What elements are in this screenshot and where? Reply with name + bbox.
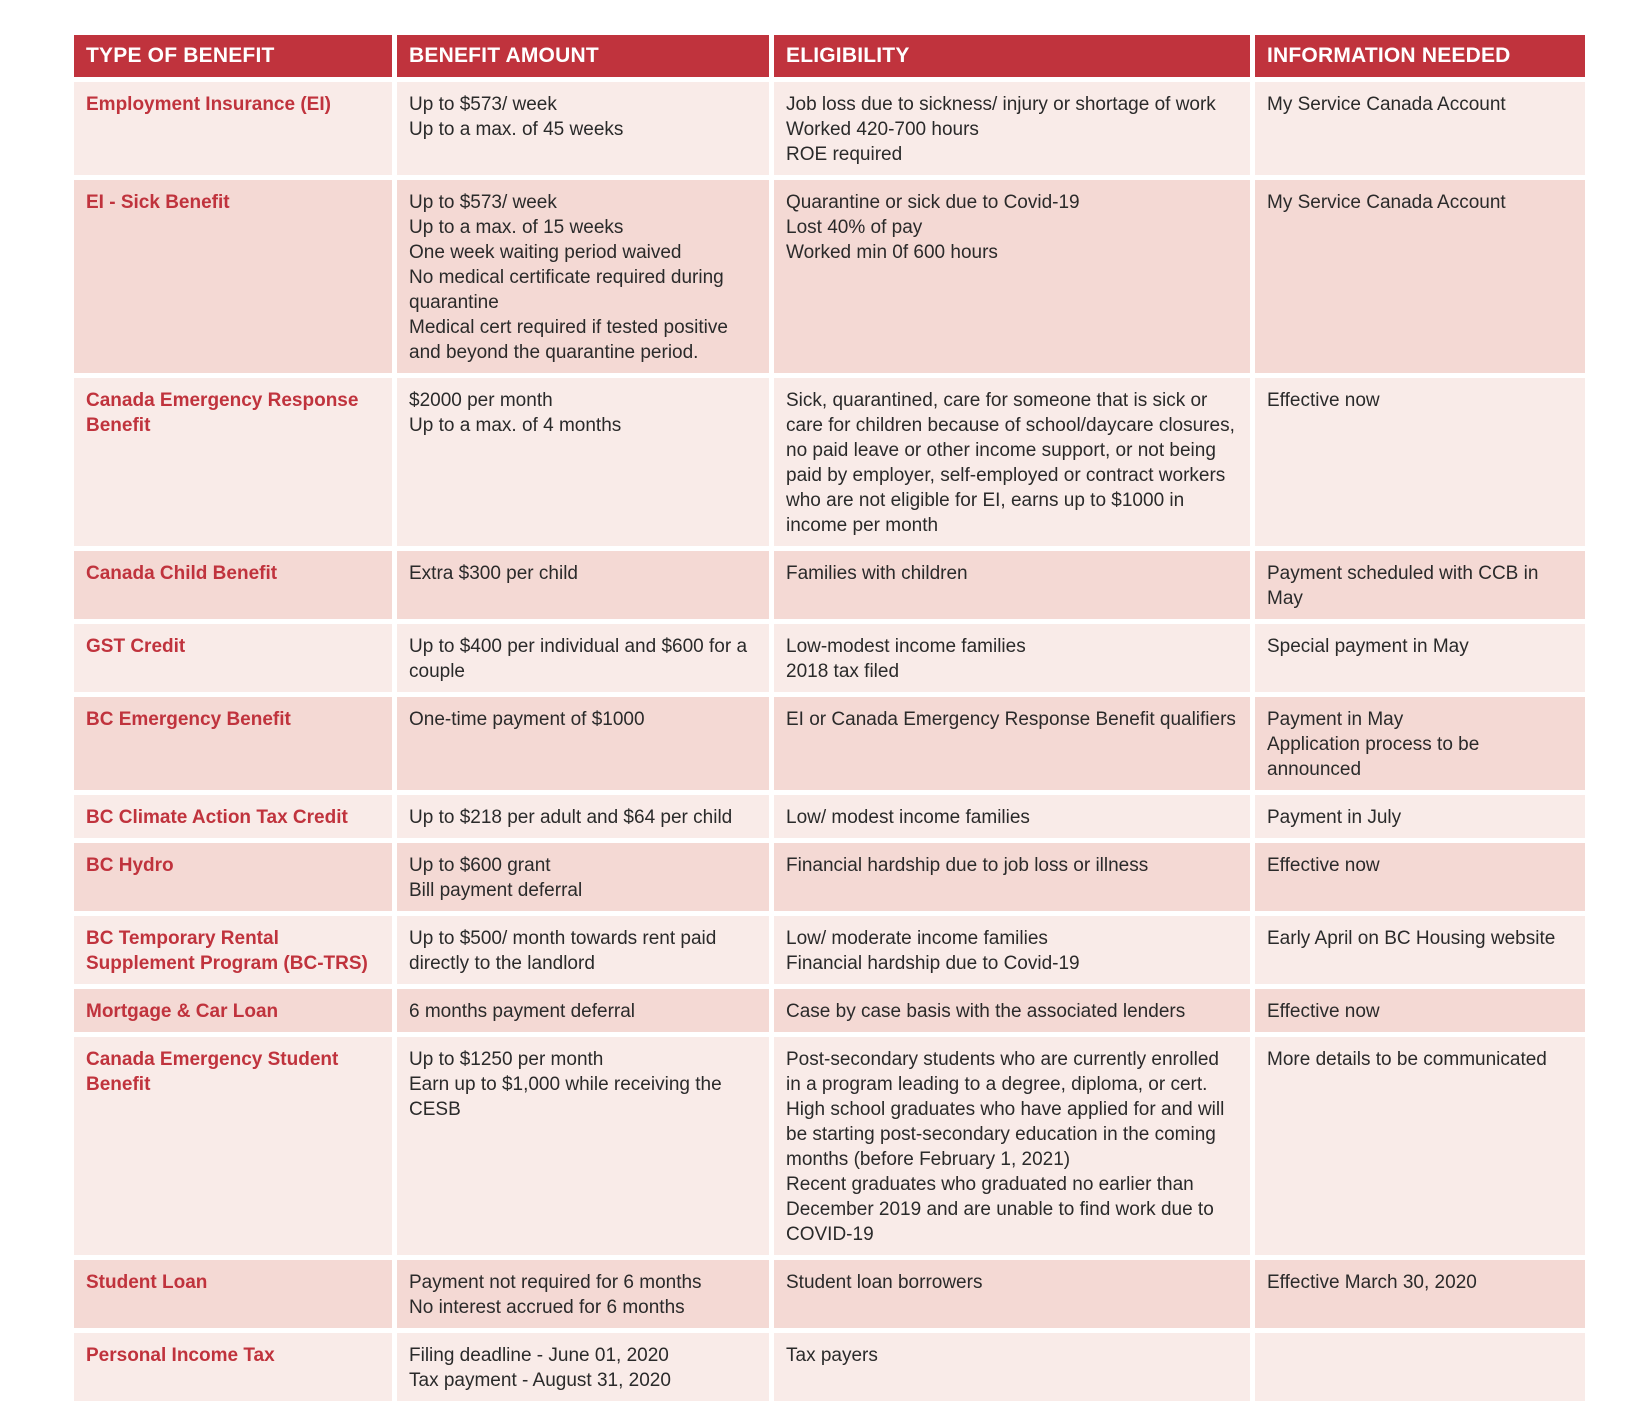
benefit-amount-cell: Up to $573/ week Up to a max. of 15 weeks One week waiting period waived No medical certificate required during quarantine Medical cert required if tested positive and beyond the quarantine period. [397, 180, 769, 373]
benefit-amount-cell: Filing deadline - June 01, 2020 Tax payment - August 31, 2020 [397, 1333, 769, 1401]
benefit-type-cell: Canada Child Benefit [74, 551, 392, 619]
table-row [74, 551, 1585, 619]
benefits-table [69, 30, 1590, 1406]
benefit-amount-cell: 6 months payment deferral [397, 989, 769, 1032]
benefit-type-cell: Canada Emergency Response Benefit [74, 378, 392, 546]
header-benefit-amount: BENEFIT AMOUNT [397, 35, 769, 77]
eligibility-cell: Job loss due to sickness/ injury or shortage of work Worked 420-700 hours ROE required [774, 82, 1250, 175]
table-row [74, 697, 1585, 790]
eligibility-cell: Low-modest income families 2018 tax filed [774, 624, 1250, 692]
eligibility-cell: Sick, quarantined, care for someone that is sick or care for children because of school/daycare closures, no paid leave or other income support, or not being paid by employer, self-employed or contract workers who are not eligible for EI, earns up to $1000 in income per month [774, 378, 1250, 546]
table-row [74, 795, 1585, 838]
benefit-amount-cell: Up to $400 per individual and $600 for a couple [397, 624, 769, 692]
benefit-amount-cell: Up to $573/ week Up to a max. of 45 weeks [397, 82, 769, 175]
info-needed-cell: My Service Canada Account [1255, 82, 1585, 175]
info-needed-cell: Special payment in May [1255, 624, 1585, 692]
table-row [74, 180, 1585, 373]
info-needed-cell: Effective now [1255, 378, 1585, 546]
benefit-amount-cell: $2000 per month Up to a max. of 4 months [397, 378, 769, 546]
eligibility-cell: Student loan borrowers [774, 1260, 1250, 1328]
benefit-type-cell: Canada Emergency Student Benefit [74, 1037, 392, 1255]
benefit-amount-cell: Up to $600 grant Bill payment deferral [397, 843, 769, 911]
table-header-row [74, 35, 1585, 77]
benefit-type-cell: Student Loan [74, 1260, 392, 1328]
benefit-type-cell: EI - Sick Benefit [74, 180, 392, 373]
table-row [74, 378, 1585, 546]
benefit-type-cell: BC Emergency Benefit [74, 697, 392, 790]
benefit-type-cell: Personal Income Tax [74, 1333, 392, 1401]
benefit-amount-cell: Up to $500/ month towards rent paid directly to the landlord [397, 916, 769, 984]
benefit-amount-cell: One-time payment of $1000 [397, 697, 769, 790]
eligibility-cell: EI or Canada Emergency Response Benefit qualifiers [774, 697, 1250, 790]
table-row [74, 916, 1585, 984]
eligibility-cell: Quarantine or sick due to Covid-19 Lost 40% of pay Worked min 0f 600 hours [774, 180, 1250, 373]
info-needed-cell [1255, 1333, 1585, 1401]
info-needed-cell: Effective now [1255, 989, 1585, 1032]
eligibility-cell: Financial hardship due to job loss or illness [774, 843, 1250, 911]
benefit-type-cell: Mortgage & Car Loan [74, 989, 392, 1032]
info-needed-cell: Early April on BC Housing website [1255, 916, 1585, 984]
table-row [74, 843, 1585, 911]
info-needed-cell: Effective March 30, 2020 [1255, 1260, 1585, 1328]
header-type-of-benefit: TYPE OF BENEFIT [74, 35, 392, 77]
eligibility-cell: Families with children [774, 551, 1250, 619]
table-row [74, 1037, 1585, 1255]
eligibility-cell: Case by case basis with the associated lenders [774, 989, 1250, 1032]
info-needed-cell: Payment in July [1255, 795, 1585, 838]
info-needed-cell: Payment scheduled with CCB in May [1255, 551, 1585, 619]
benefit-type-cell: BC Hydro [74, 843, 392, 911]
benefit-type-cell: GST Credit [74, 624, 392, 692]
info-needed-cell: Payment in May Application process to be announced [1255, 697, 1585, 790]
info-needed-cell: My Service Canada Account [1255, 180, 1585, 373]
eligibility-cell: Low/ modest income families [774, 795, 1250, 838]
table-row [74, 1260, 1585, 1328]
table-row [74, 1333, 1585, 1401]
benefit-amount-cell: Extra $300 per child [397, 551, 769, 619]
header-eligibility: ELIGIBILITY [774, 35, 1250, 77]
benefit-amount-cell: Up to $1250 per month Earn up to $1,000 while receiving the CESB [397, 1037, 769, 1255]
eligibility-cell: Low/ moderate income families Financial hardship due to Covid-19 [774, 916, 1250, 984]
benefit-amount-cell: Up to $218 per adult and $64 per child [397, 795, 769, 838]
benefit-type-cell: BC Temporary Rental Supplement Program (BC-TRS) [74, 916, 392, 984]
benefit-type-cell: Employment Insurance (EI) [74, 82, 392, 175]
benefit-type-cell: BC Climate Action Tax Credit [74, 795, 392, 838]
header-information-needed: INFORMATION NEEDED [1255, 35, 1585, 77]
info-needed-cell: More details to be communicated [1255, 1037, 1585, 1255]
table-row [74, 82, 1585, 175]
table-row [74, 624, 1585, 692]
table-row [74, 989, 1585, 1032]
info-needed-cell: Effective now [1255, 843, 1585, 911]
eligibility-cell: Tax payers [774, 1333, 1250, 1401]
eligibility-cell: Post-secondary students who are currently enrolled in a program leading to a degree, diploma, or cert. High school graduates who have applied for and will be starting post-secondary education in the coming months (before February 1, 2021) Recent graduates who graduated no earlier than December 2019 and are unable to find work due to COVID-19 [774, 1037, 1250, 1255]
benefit-amount-cell: Payment not required for 6 months No interest accrued for 6 months [397, 1260, 769, 1328]
